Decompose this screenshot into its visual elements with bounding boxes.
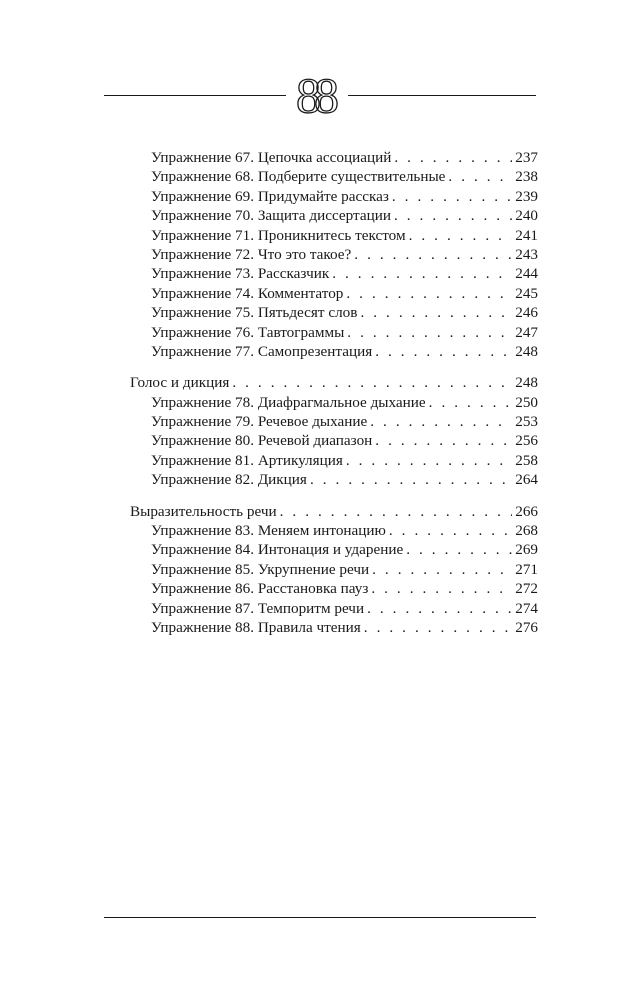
toc-entry[interactable]	[130, 226, 538, 245]
toc-entry[interactable]	[130, 303, 538, 322]
toc-section-heading[interactable]	[130, 373, 538, 392]
dot-leader	[280, 502, 513, 521]
entry-page-number: 258	[515, 451, 538, 469]
entry-title: Упражнение 78. Диафрагмальное дыхание	[151, 393, 426, 411]
entry-title: Голос и дикция	[130, 374, 230, 392]
entry-title: Упражнение 68. Подберите существительные	[151, 168, 446, 186]
dot-leader	[392, 187, 512, 206]
entry-title: Упражнение 79. Речевое дыхание	[151, 413, 368, 431]
entry-page-number: 274	[515, 599, 538, 617]
toc-entry[interactable]	[130, 393, 538, 412]
toc-entry[interactable]	[130, 206, 538, 225]
toc-entry[interactable]	[130, 451, 538, 470]
toc-section	[130, 148, 538, 361]
entry-title: Упражнение 80. Речевой диапазон	[151, 432, 373, 450]
toc-entry[interactable]	[130, 431, 538, 450]
table-of-contents	[130, 148, 538, 649]
toc-entry[interactable]	[130, 560, 538, 579]
toc-section-heading[interactable]	[130, 502, 538, 521]
dot-leader	[389, 521, 512, 540]
entry-title: Упражнение 72. Что это такое?	[151, 245, 352, 263]
entry-page-number: 248	[515, 374, 538, 392]
entry-page-number: 248	[515, 342, 538, 360]
entry-page-number: 246	[515, 304, 538, 322]
toc-entry[interactable]	[130, 412, 538, 431]
entry-page-number: 264	[515, 471, 538, 489]
entry-page-number: 237	[515, 149, 538, 166]
entry-title: Упражнение 84. Интонация и ударение	[151, 541, 404, 559]
toc-section	[130, 373, 538, 489]
footer-rule	[104, 917, 536, 918]
toc-entry[interactable]	[130, 323, 538, 342]
page-number: 88	[296, 67, 332, 123]
dot-leader	[375, 431, 512, 450]
toc-entry[interactable]	[130, 540, 538, 559]
dot-leader	[371, 579, 512, 598]
toc-entry[interactable]	[130, 245, 538, 264]
toc-entry[interactable]	[130, 599, 538, 618]
entry-title: Упражнение 88. Правила чтения	[151, 618, 361, 636]
toc-entry[interactable]	[130, 579, 538, 598]
dot-leader	[367, 599, 512, 618]
toc-section	[130, 502, 538, 638]
entry-page-number: 243	[515, 245, 538, 263]
entry-page-number: 240	[515, 207, 538, 225]
dot-leader	[375, 342, 512, 361]
entry-page-number: 272	[515, 580, 538, 598]
entry-title: Выразительность речи	[130, 502, 277, 520]
dot-leader	[346, 451, 512, 470]
dot-leader	[448, 167, 512, 186]
entry-title: Упражнение 85. Укрупнение речи	[151, 560, 370, 578]
entry-page-number: 276	[515, 618, 538, 636]
dot-leader	[370, 412, 512, 431]
entry-page-number: 245	[515, 284, 538, 302]
dot-leader	[347, 323, 512, 342]
entry-title: Упражнение 83. Меняем интонацию	[151, 522, 386, 540]
entry-title: Упражнение 73. Рассказчик	[151, 265, 330, 283]
toc-entry[interactable]	[130, 264, 538, 283]
entry-title: Упражнение 76. Тавтограммы	[151, 323, 345, 341]
dot-leader	[360, 303, 512, 322]
toc-entry[interactable]	[130, 618, 538, 637]
entry-page-number: 244	[515, 265, 538, 283]
page-number-badge	[286, 68, 348, 122]
dot-leader	[409, 226, 513, 245]
dot-leader	[232, 373, 512, 392]
dot-leader	[406, 540, 512, 559]
entry-title: Упражнение 69. Придумайте рассказ	[151, 187, 389, 205]
entry-title: Упражнение 82. Дикция	[151, 471, 307, 489]
entry-page-number: 238	[515, 168, 538, 186]
entry-page-number: 253	[515, 413, 538, 431]
toc-entry[interactable]	[130, 167, 538, 186]
dot-leader	[346, 284, 512, 303]
entry-title: Упражнение 86. Расстановка пауз	[151, 580, 369, 598]
entry-page-number: 241	[515, 226, 538, 244]
toc-entry[interactable]	[130, 187, 538, 206]
entry-page-number: 268	[515, 522, 538, 540]
toc-entry[interactable]	[130, 521, 538, 540]
entry-page-number: 266	[515, 502, 538, 520]
toc-entry[interactable]	[130, 342, 538, 361]
dot-leader	[394, 148, 512, 167]
dot-leader	[310, 470, 512, 489]
entry-title: Упражнение 77. Самопрезентация	[151, 342, 373, 360]
toc-entry[interactable]	[130, 148, 538, 167]
entry-title: Упражнение 71. Проникнитесь текстом	[151, 226, 406, 244]
dot-leader	[332, 264, 512, 283]
entry-title: Упражнение 87. Темпоритм речи	[151, 599, 365, 617]
entry-title: Упражнение 75. Пятьдесят слов	[151, 304, 358, 322]
dot-leader	[354, 245, 512, 264]
entry-page-number: 250	[515, 393, 538, 411]
entry-page-number: 247	[515, 323, 538, 341]
toc-entry[interactable]	[130, 470, 538, 489]
entry-page-number: 239	[515, 187, 538, 205]
dot-leader	[429, 393, 513, 412]
entry-title: Упражнение 81. Артикуляция	[151, 451, 343, 469]
entry-title: Упражнение 70. Защита диссертации	[151, 207, 391, 225]
dot-leader	[364, 618, 512, 637]
entry-page-number: 256	[515, 432, 538, 450]
entry-page-number: 271	[515, 560, 538, 578]
entry-title: Упражнение 74. Комментатор	[151, 284, 344, 302]
dot-leader	[372, 560, 512, 579]
toc-entry[interactable]	[130, 284, 538, 303]
entry-title: Упражнение 67. Цепочка ассоциаций	[151, 149, 392, 166]
dot-leader	[394, 206, 512, 225]
entry-page-number: 269	[515, 541, 538, 559]
